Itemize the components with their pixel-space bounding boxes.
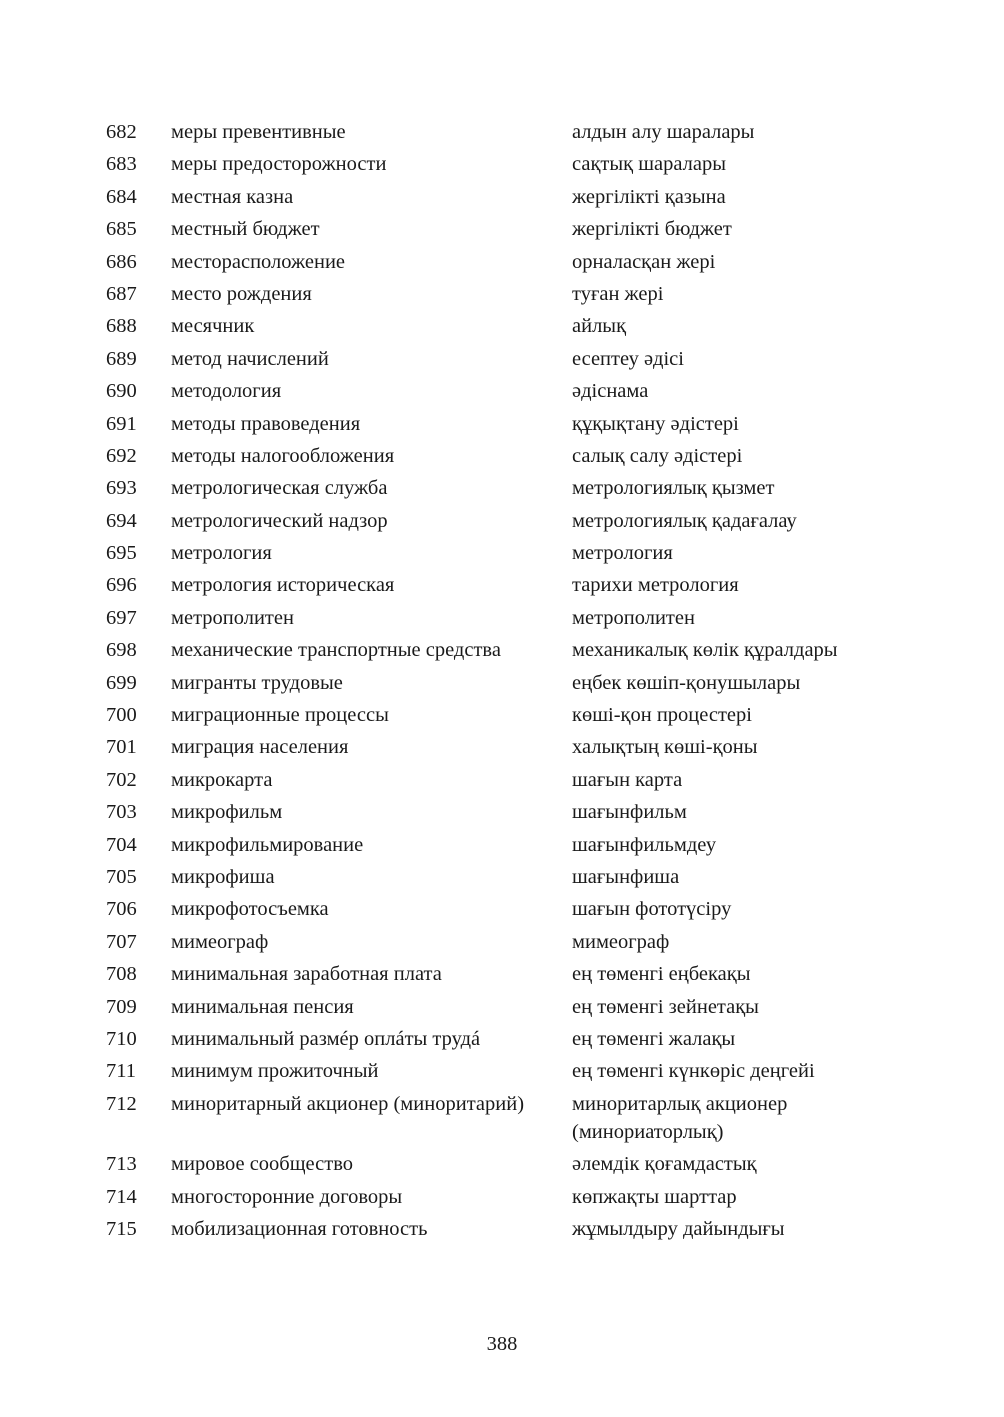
entry-number: 694 [106,509,137,532]
russian-term: метод начислений [171,347,329,370]
kazakh-term: туған жері [572,282,664,305]
kazakh-term: әдіснама [572,380,649,403]
entry-number: 689 [106,347,137,370]
kazakh-term: есептеу әдісі [572,347,684,370]
glossary-entry [106,248,906,276]
glossary-entry [106,895,906,923]
glossary-entry [106,960,906,988]
russian-term: микрофиша [171,865,275,888]
glossary-entry [106,1183,906,1211]
russian-term: меры предосторожности [171,153,387,176]
russian-term: микрофотосъемка [171,898,329,921]
page-number: 388 [486,1333,518,1355]
russian-term: место рождения [171,282,312,305]
kazakh-term: ең төменгі еңбекақы [572,963,751,986]
glossary-entry [106,733,906,761]
russian-term: метрополитен [171,606,294,629]
russian-term: методы правоведения [171,412,361,435]
entry-number: 690 [106,380,137,403]
kazakh-term: еңбек көшіп-қонушылары [572,671,801,694]
kazakh-term: көпжақты шарттар [572,1185,737,1208]
entry-number: 698 [106,639,137,662]
glossary-entry [106,539,906,567]
entry-number: 707 [106,930,137,953]
kazakh-term: салық салу әдістері [572,444,743,467]
kazakh-term: сақтық шаралары [572,153,726,176]
entry-number: 685 [106,218,137,241]
kazakh-term: әлемдік қоғамдастық [572,1153,757,1176]
entry-number: 691 [106,412,137,435]
entry-number: 700 [106,704,137,727]
glossary-entry [106,410,906,438]
kazakh-term: көші-қон процестері [572,704,752,727]
russian-term: месторасположение [171,250,346,273]
entry-number: 696 [106,574,137,597]
kazakh-term: орналасқан жері [572,250,716,273]
russian-term: местный бюджет [171,218,320,241]
entry-number: 703 [106,801,137,824]
entry-number: 704 [106,833,137,856]
russian-term: мимеограф [171,930,269,953]
russian-term: методы налогообложения [171,444,395,467]
glossary-entry [106,831,906,859]
entry-number: 682 [106,121,137,143]
entry-number: 705 [106,865,137,888]
entry-number: 713 [106,1153,137,1176]
glossary-entry [106,1090,906,1146]
glossary-entry [106,766,906,794]
russian-term: метрология историческая [171,574,395,597]
kazakh-term: мимеограф [572,930,670,953]
kazakh-term: шағын фототүсіру [572,898,732,921]
entry-number: 706 [106,898,137,921]
glossary-entry [106,150,906,178]
kazakh-term: шағынфильм [572,801,687,824]
russian-term: местная казна [171,185,294,208]
entry-number: 712 [106,1092,137,1115]
kazakh-term: жергілікті қазына [572,185,726,208]
glossary-entry [106,507,906,535]
glossary-entry [106,377,906,405]
kazakh-term: метрополитен [572,606,695,629]
glossary-entry [106,312,906,340]
russian-term: метрологический надзор [171,509,388,532]
entry-number: 699 [106,671,137,694]
entry-number: 683 [106,153,137,176]
russian-term: мировое сообщество [171,1153,353,1176]
russian-term: минимальный размéр оплáты трудá [171,1027,481,1050]
glossary-entry [106,442,906,470]
russian-term: методология [171,380,282,403]
russian-term: миноритарный акционер (миноритарий) [171,1092,525,1115]
glossary-entry [106,1150,906,1178]
kazakh-term: айлық [572,315,627,338]
russian-term: минимальная заработная плата [171,963,442,986]
glossary-table [106,118,906,1247]
russian-term: миграция населения [171,736,349,759]
kazakh-term: шағынфиша [572,865,680,888]
kazakh-term: ең төменгі күнкөріс деңгейі [572,1060,815,1083]
kazakh-term: метрология [572,542,673,565]
glossary-entry [106,345,906,373]
glossary-entry [106,571,906,599]
russian-term: механические транспортные средства [171,639,501,662]
glossary-entry [106,928,906,956]
glossary-entry [106,993,906,1021]
kazakh-term: жұмылдыру дайындығы [572,1217,785,1240]
russian-term: микрофильм [171,801,283,824]
kazakh-term: ең төменгі зейнетақы [572,995,759,1018]
kazakh-term: халықтың көші-қоны [572,736,758,759]
entry-number: 695 [106,542,137,565]
kazakh-term: шағын карта [572,768,683,791]
russian-term: метрологическая служба [171,477,388,500]
russian-term: микрокарта [171,768,273,791]
glossary-entry [106,1215,906,1243]
kazakh-term: метрологиялық қызмет [572,477,775,500]
glossary-entry [106,215,906,243]
entry-number: 697 [106,606,137,629]
kazakh-term: тарихи метрология [572,574,739,597]
glossary-entry [106,863,906,891]
russian-term: месячник [171,315,255,338]
entry-number: 714 [106,1185,137,1208]
kazakh-term: шағынфильмдеу [572,833,717,856]
russian-term: многосторонние договоры [171,1185,403,1208]
entry-number: 692 [106,444,137,467]
entry-number: 711 [106,1060,136,1083]
kazakh-term: метрологиялық қадағалау [572,509,797,532]
russian-term: миграционные процессы [171,704,389,727]
entry-number: 688 [106,315,137,338]
entry-number: 710 [106,1027,137,1050]
russian-term: минимальная пенсия [171,995,354,1018]
glossary-entry [106,183,906,211]
russian-term: микрофильмирование [171,833,364,856]
glossary-entry [106,280,906,308]
entry-number: 687 [106,282,137,305]
glossary-entry [106,604,906,632]
glossary-entry [106,474,906,502]
entry-number: 701 [106,736,137,759]
kazakh-term: құқықтану әдістері [572,412,739,435]
glossary-entry [106,636,906,664]
russian-term: мигранты трудовые [171,671,343,694]
glossary-entry [106,1025,906,1053]
entry-number: 686 [106,250,137,273]
russian-term: минимум прожиточный [171,1060,379,1083]
kazakh-term: алдын алу шаралары [572,121,755,143]
glossary-entry [106,118,906,146]
kazakh-term: жергілікті бюджет [572,218,732,241]
russian-term: меры превентивные [171,121,346,143]
glossary-entry [106,798,906,826]
entry-number: 684 [106,185,137,208]
glossary-entry [106,669,906,697]
entry-number: 709 [106,995,137,1018]
entry-number: 702 [106,768,137,791]
russian-term: метрология [171,542,272,565]
entry-number: 693 [106,477,137,500]
kazakh-term: механикалық көлік құралдары [572,639,838,662]
russian-term: мобилизационная готовность [171,1217,428,1240]
entry-number: 715 [106,1217,137,1240]
entry-number: 708 [106,963,137,986]
glossary-entry [106,701,906,729]
kazakh-term: миноритарлық акционер (минориаторлық) [572,1092,788,1143]
glossary-entry [106,1057,906,1085]
kazakh-term: ең төменгі жалақы [572,1027,736,1050]
